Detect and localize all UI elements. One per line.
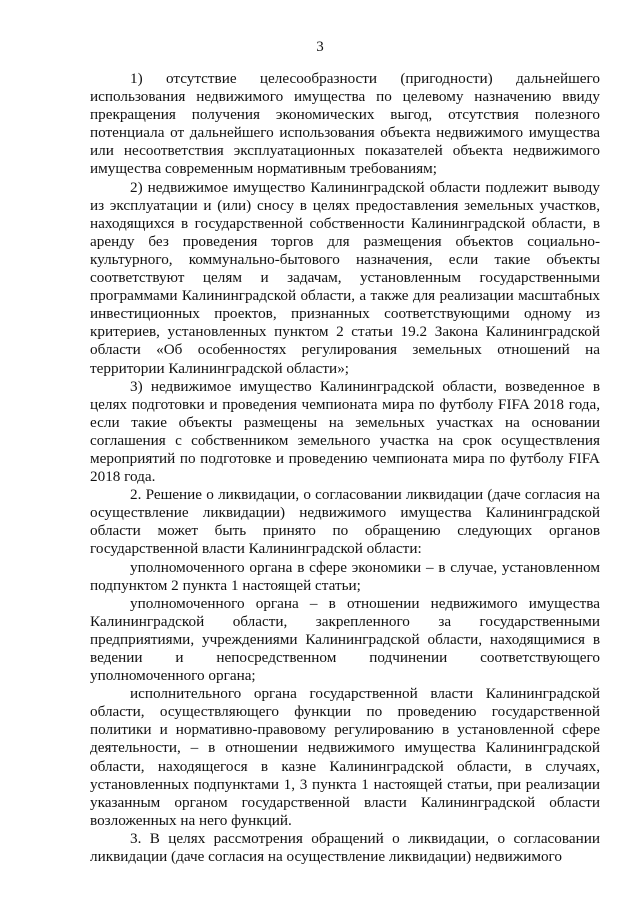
paragraph-criterion-1: 1) отсутствие целесообразности (пригодности) дальнейшего использования недвижимого имущества по целевому назначению ввиду прекращения получения экономических выгод, отсутствия полезного потенциала от дальнейшего использования объекта недвижимого имущества или несоответствия эксплуатационных показателей объекта недвижимого имущества современным нормативным требованиям; — [90, 70, 600, 178]
page-number: 3 — [316, 39, 324, 55]
paragraph-economy-body: уполномоченного органа в сфере экономики – в случае, установленном подпунктом 2 пункта 1 настоящей статьи; — [90, 558, 600, 594]
paragraph-clause-2: 2. Решение о ликвидации, о согласовании ликвидации (даче согласия на осуществление ликвидации) недвижимого имущества Калининградской области может быть принято по обращению следующих органов государственной власти Калининградской области: — [90, 486, 600, 558]
paragraph-authorized-body: уполномоченного органа – в отношении недвижимого имущества Калининградской области, закрепленного за государственными предприятиями, учреждениями Калининградской области, находящимися в ведении и непосредственном подчинении соответствующего уполномоченного органа; — [90, 594, 600, 685]
paragraph-criterion-2: 2) недвижимое имущество Калининградской области подлежит выводу из эксплуатации и (или) сносу в целях предоставления земельных участков, находящихся в государственной собственности Калининградской области, в аренду без проведения торгов для размещения объектов социально-культурного, коммунально-бытового назначения, если такие объекты соответствуют целям и задачам, установленным государственными программами Калининградской области, а также для реализации масштабных инвестиционных проектов, признанных соответствующими одному из критериев, установленных пунктом 2 статьи 19.2 Закона Калининградской области «Об особенностях регулирования земельных отношений на территории Калининградской области»; — [90, 178, 600, 377]
paragraph-clause-3: 3. В целях рассмотрения обращений о ликвидации, о согласовании ликвидации (даче согласия на осуществление ликвидации) недвижимого — [90, 829, 600, 866]
paragraph-executive-body: исполнительного органа государственной власти Калининградской области, осуществляющего функции по проведению государственной политики и нормативно-правовому регулированию в установленной сфере деятельности, – в отношении недвижимого имущества Калининградской области, находящегося в казне Калининградской области, в случаях, установленных подпунктами 1, 3 пункта 1 настоящей статьи, при реализации указанным органом государственной власти Калининградской области возложенных на него функций. — [90, 685, 600, 829]
document-body — [90, 70, 600, 866]
paragraph-criterion-3: 3) недвижимое имущество Калининградской области, возведенное в целях подготовки и проведения чемпионата мира по футболу FIFA 2018 года, если такие объекты размещены на земельных участках на основании соглашения с собственником земельного участка на срок осуществления мероприятий по подготовке и проведению чемпионата мира по футболу FIFA 2018 года. — [90, 377, 600, 486]
